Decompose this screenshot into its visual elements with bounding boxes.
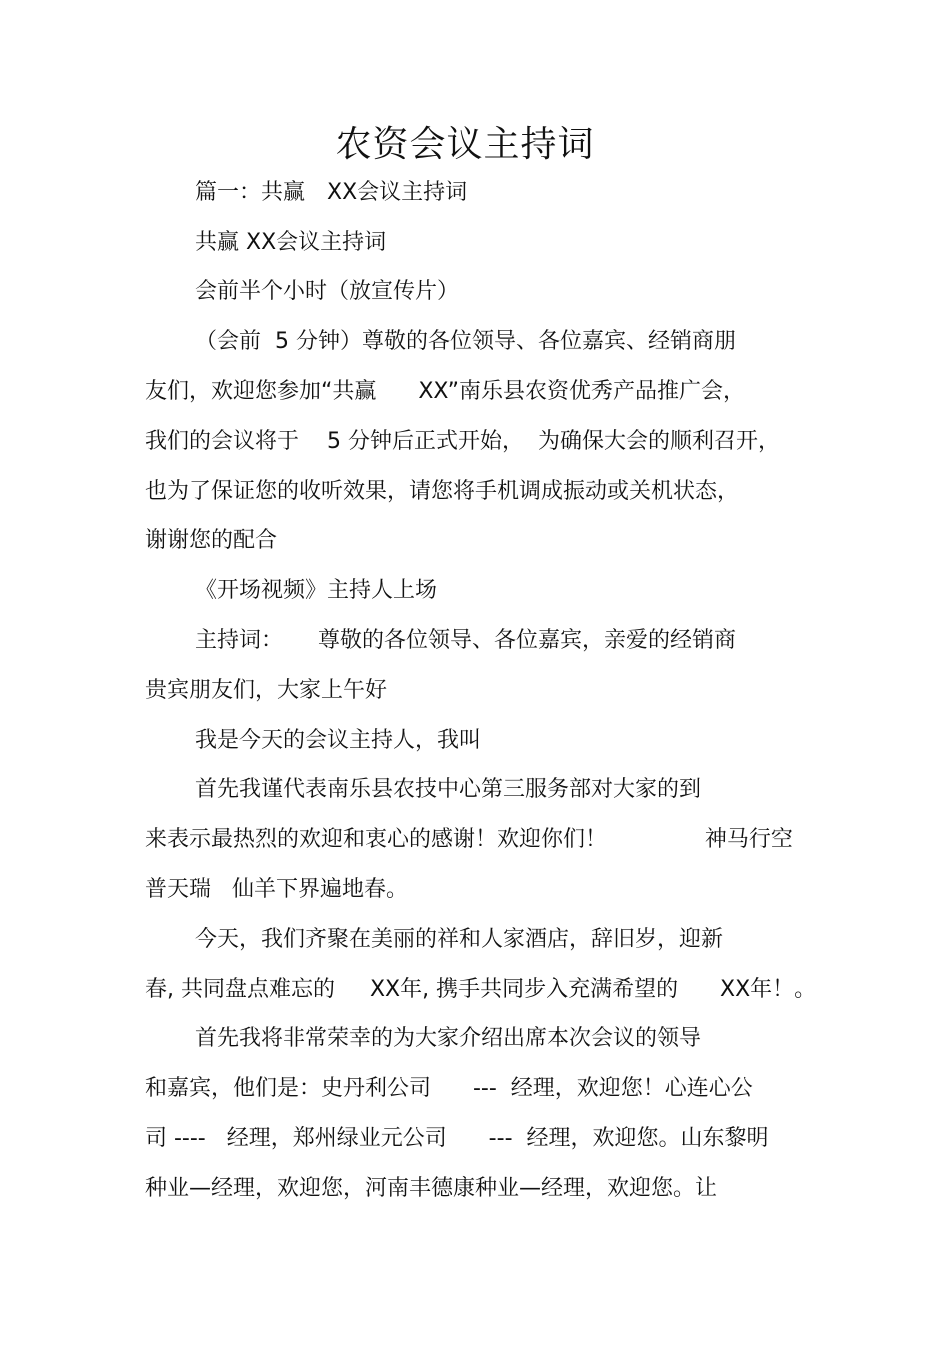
text-line: 会前半个小时（放宣传片）	[195, 279, 460, 304]
text-line: 篇一：共赢 XX会议主持词	[195, 180, 468, 205]
text-line: 春, 共同盘点难忘的 XX年, 携手共同步入充满希望的 XX年！。	[145, 977, 817, 1002]
text-line: 和嘉宾，他们是：史丹利公司 --- 经理，欢迎您！心连心公	[145, 1076, 753, 1101]
text-line: 我们的会议将于 5 分钟后正式开始， 为确保大会的顺利召开，	[145, 429, 780, 454]
text-line: 普天瑞 仙羊下界遍地春。	[145, 877, 408, 902]
text-line: 今天，我们齐聚在美丽的祥和人家酒店，辞旧岁，迎新	[195, 927, 724, 952]
text-line: 来表示最热烈的欢迎和衷心的感谢！欢迎你们！ 神马行空	[145, 827, 793, 852]
text-line: 谢谢您的配合	[145, 528, 278, 553]
text-line: 我是今天的会议主持人，我叫	[195, 728, 482, 753]
text-line: 首先我将非常荣幸的为大家介绍出席本次会议的领导	[195, 1026, 702, 1051]
text-line: 共赢 XX会议主持词	[195, 230, 387, 255]
document-title: 农资会议主持词	[335, 124, 595, 165]
text-line: 也为了保证您的收听效果，请您将手机调成振动或关机状态，	[145, 479, 740, 504]
text-line: 贵宾朋友们，大家上午好	[145, 678, 388, 703]
text-line: 友们，欢迎您参加“共赢 XX”南乐县农资优秀产品推广会，	[145, 379, 746, 404]
text-line: 《开场视频》主持人上场	[195, 578, 438, 603]
text-line: 种业—经理，欢迎您，河南丰德康种业—经理，欢迎您。让	[145, 1176, 718, 1201]
text-line: （会前 5 分钟）尊敬的各位领导、各位嘉宾、经销商朋	[195, 329, 736, 354]
text-line: 首先我谨代表南乐县农技中心第三服务部对大家的到	[195, 777, 702, 802]
text-line: 主持词： 尊敬的各位领导、各位嘉宾，亲爱的经销商	[195, 628, 736, 653]
text-line: 司 ---- 经理，郑州绿业元公司 --- 经理，欢迎您。山东黎明	[145, 1126, 769, 1151]
